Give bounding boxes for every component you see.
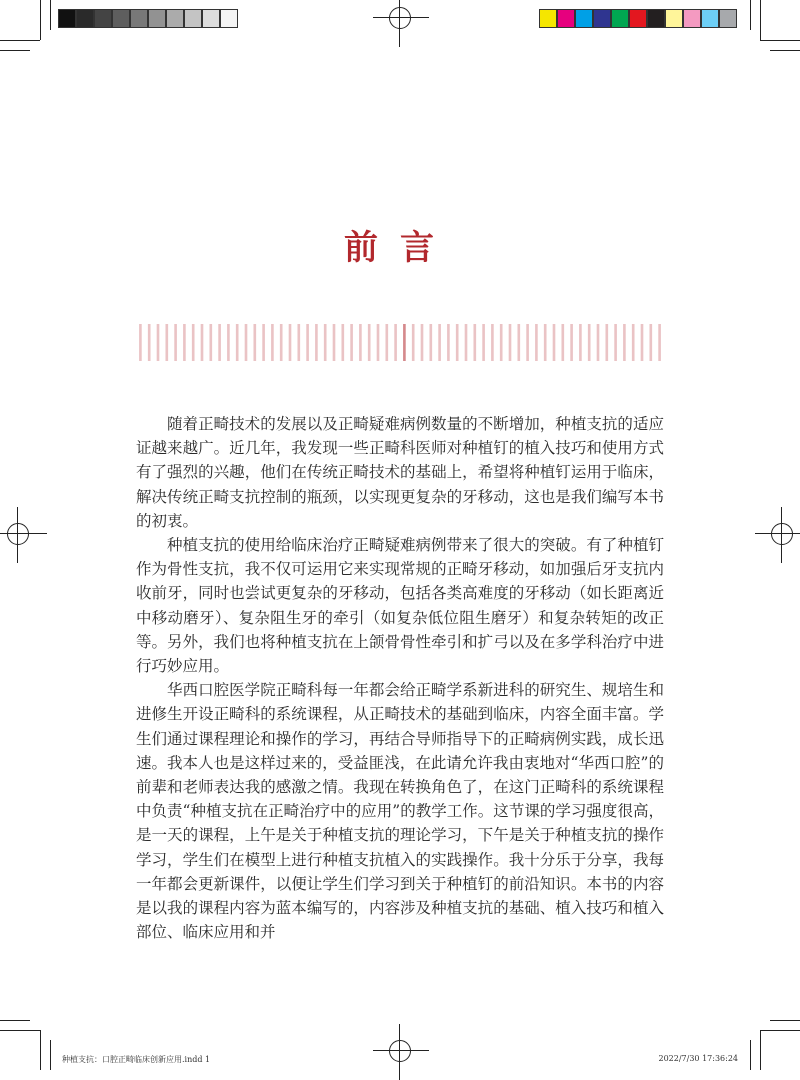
stripe-bar [341,324,344,361]
preface-body [136,412,664,944]
stripe-bar [324,324,327,361]
stripe-bar [632,324,635,361]
stripe-bar [333,324,336,361]
stripe-bar [209,324,212,361]
stripe-bar [597,324,600,361]
gray-swatch [130,9,148,28]
stripe-bar [289,324,292,361]
gray-swatch [58,9,76,28]
stripe-bar [473,324,476,361]
registration-mark-bottom-icon [389,1040,411,1062]
stripe-bar [491,324,494,361]
color-swatch [557,9,575,28]
paragraph-2: 种植支抗的使用给临床治疗正畸疑难病例带来了很大的突破。有了种植钉作为骨性支抗，我不仅可运用它来实现常规的正畸牙移动，如加强后牙支抗内收前牙，同时也尝试更复杂的牙移动，包括各类高难度的牙移动（如长距离近中移动磨牙）、复杂阻生牙的牵引（如复杂低位阻生磨牙）和复杂转矩的改正等。另外，我们也将种植支抗在上颌骨骨性牵引和扩弓以及在多学科治疗中进行巧妙应用。 [136,536,664,676]
color-swatch [575,9,593,28]
stripe-bar [570,324,573,361]
stripe-bar [148,324,151,361]
crop-mark-top-right-h2 [770,50,800,51]
crop-mark-bottom-left-h [0,1030,40,1031]
stripe-bar [359,324,362,361]
stripe-bar [588,324,591,361]
stripe-bar [192,324,195,361]
stripe-bar [271,324,274,361]
crop-mark-top-right-v [760,0,761,40]
stripe-bar [641,324,644,361]
stripe-bar [377,324,380,361]
color-swatch [647,9,665,28]
stripe-bar [297,324,300,361]
crop-mark-bottom-left-v2 [50,1040,51,1070]
stripe-bar [280,324,283,361]
stripe-bar [544,324,547,361]
process-color-bar [539,9,737,28]
slug-timestamp: 2022/7/30 17:36:24 [658,1054,738,1063]
gray-swatch [166,9,184,28]
stripe-bar [500,324,503,361]
registration-mark-right-icon [771,523,793,545]
stripe-bar [201,324,204,361]
stripe-bar [218,324,221,361]
stripe-bar [157,324,160,361]
gray-swatch [148,9,166,28]
stripe-bar [227,324,230,361]
stripe-bar [245,324,248,361]
stripe-bar [412,324,415,361]
crop-mark-top-right-v2 [750,0,751,30]
page-title: 前言 [344,228,456,268]
decorative-stripe-band [136,324,664,361]
crop-mark-bottom-left-h2 [0,1020,30,1021]
registration-mark-top-icon [389,7,411,29]
stripe-bar [605,324,608,361]
stripe-bar [350,324,353,361]
stripe-bar [465,324,468,361]
color-swatch [701,9,719,28]
stripe-bar [306,324,309,361]
stripe-bar [385,324,388,361]
stripe-bar [253,324,256,361]
stripe-bar [553,324,556,361]
stripe-bar [236,324,239,361]
color-swatch [611,9,629,28]
stripe-bar [447,324,450,361]
paragraph-3: 华西口腔医学院正畸科每一年都会给正畸学系新进科的研究生、规培生和进修生开设正畸科的系统课程，从正畸技术的基础到临床，内容全面丰富。学生们通过课程理论和操作的学习，再结合导师指导下的正畸病例实践，成长迅速。我本人也是这样过来的，受益匪浅，在此请允许我由衷地对“华西口腔”的前辈和老师表达我的感激之情。我现在转换角色了，在这门正畸科的系统课程中负责“种植支抗在正畸治疗中的应用”的教学工作。这节课的学习强度很高，是一天的课程，上午是关于种植支抗的理论学习，下午是关于种植支抗的操作学习，学生们在模型上进行种植支抗植入的实践操作。我十分乐于分享，我每一年都会更新课件，以便让学生们学习到关于种植钉的前沿知识。本书的内容是以我的课程内容为蓝本编写的，内容涉及种植支抗的基础、植入技巧和植入部位、临床应用和并 [136,681,664,942]
color-swatch [719,9,737,28]
crop-mark-top-left-h2 [0,50,30,51]
crop-mark-bottom-left-v [40,1030,41,1070]
stripe-bar [482,324,485,361]
color-swatch [629,9,647,28]
gray-swatch [184,9,202,28]
stripe-bar [262,324,265,361]
stripe-bar [368,324,371,361]
registration-mark-left-icon [7,523,29,545]
stripe-bar [315,324,318,361]
stripe-bar [535,324,538,361]
stripe-bar [456,324,459,361]
crop-mark-top-left-v [40,0,41,40]
crop-mark-top-left-h [0,40,40,41]
stripe-bar [403,324,406,361]
gray-swatch [220,9,238,28]
stripe-bar [394,324,397,361]
stripe-bar [429,324,432,361]
stripe-bar [579,324,582,361]
color-swatch [665,9,683,28]
stripe-bar [623,324,626,361]
gray-swatch [202,9,220,28]
paragraph-1: 随着正畸技术的发展以及正畸疑难病例数量的不断增加，种植支抗的适应证越来越广。近几年，我发现一些正畸科医师对种植钉的植入技巧和使用方式有了强烈的兴趣，他们在传统正畸技术的基础上，希望将种植钉运用于临床，解决传统正畸支抗控制的瓶颈，以实现更复杂的牙移动，这也是我们编写本书的初衷。 [136,415,664,530]
slug-file-info: 种植支抗：口腔正畸临床创新应用.indd 1 [62,1055,211,1064]
stripe-bar [614,324,617,361]
stripe-bar [421,324,424,361]
gray-swatch [112,9,130,28]
stripe-bar [509,324,512,361]
crop-mark-bottom-right-v [760,1030,761,1070]
stripe-bar [438,324,441,361]
gray-color-bar [58,9,238,28]
color-swatch [539,9,557,28]
crop-mark-top-left-v2 [50,0,51,30]
stripe-bar [526,324,529,361]
stripe-bar [174,324,177,361]
stripe-bar [658,324,661,361]
crop-mark-bottom-right-h2 [770,1020,800,1021]
stripe-bar [517,324,520,361]
stripe-bar [183,324,186,361]
stripe-bar [561,324,564,361]
crop-mark-top-right-h [760,40,800,41]
crop-mark-bottom-right-h [760,1030,800,1031]
stripe-bar [139,324,142,361]
stripe-bar [165,324,168,361]
stripe-bar [649,324,652,361]
gray-swatch [94,9,112,28]
crop-mark-bottom-right-v2 [750,1040,751,1070]
gray-swatch [76,9,94,28]
color-swatch [593,9,611,28]
color-swatch [683,9,701,28]
